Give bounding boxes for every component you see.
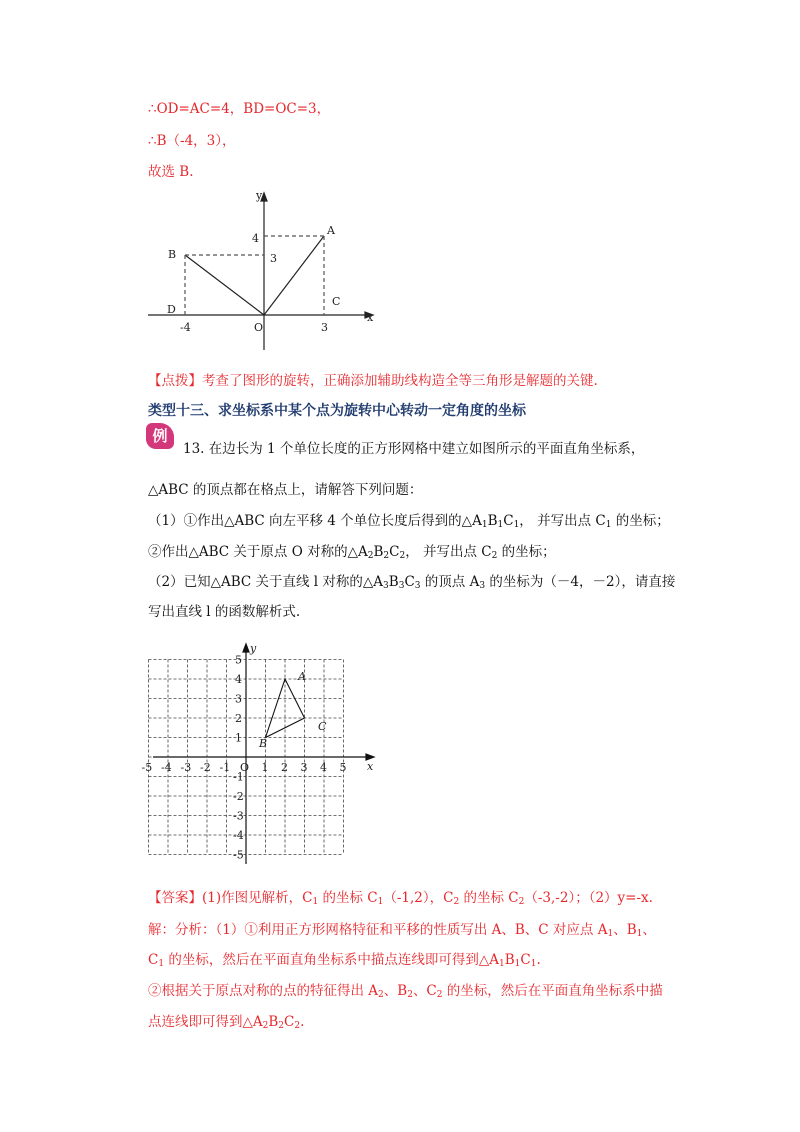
fig2-point-a: A [298, 670, 306, 683]
x-tick-label: -3 [180, 761, 192, 774]
y-tick-label: 2 [235, 712, 242, 725]
question-part-3: （2）已知△ABC 关于直线 l 对称的$\triangle A_3B_3C_3$ 的顶点 $A_3$ 的坐标为（－4，－2），请直接 [148, 574, 676, 591]
x-tick-label: 3 [300, 761, 308, 774]
segment-ob [185, 255, 264, 315]
fig2-point-b: B [259, 737, 268, 750]
fig2-point-c: C [318, 720, 327, 733]
y-tick-label: 1 [235, 731, 242, 745]
fig1-point-b: B [168, 248, 177, 261]
y-tick-label: 3 [235, 692, 242, 706]
tip-text: 【点拨】考查了图形的旋转，正确添加辅助线构造全等三角形是解题的关键. [148, 373, 598, 389]
fig2-y-label: y [250, 642, 257, 655]
x-tick-label: -5 [141, 761, 153, 774]
x-tick-label: 1 [261, 761, 269, 774]
x-tick-label: -4 [161, 761, 172, 774]
question-part-4: 写出直线 l 的函数解析式. [148, 604, 301, 620]
answer-line: 【答案】(1)作图见解析，$C_1$ 的坐标 $C_1(-1,2)$，$C_2$ 的坐标 $C_2(-3,-2)$；（2）y=-x. [148, 890, 653, 907]
fig1-point-a: A [327, 224, 335, 237]
question-line-1: 13. 在边长为 1 个单位长度的正方形网格中建立如图所示的平面直角坐标系， [183, 441, 645, 457]
solution-step-2: $C_1$ 的坐标，然后在平面直角坐标系中描点连线即可得到$\triangle A_1B_1C_1$. [148, 952, 541, 969]
y-tick-label: -5 [233, 848, 244, 862]
y-tick-label: -3 [233, 809, 244, 823]
solution-step-4: 点连线即可得到$\triangle A_2B_2C_2$. [148, 1014, 305, 1031]
figure-rotation-diagram [140, 185, 390, 355]
y-tick-label: 4 [235, 673, 242, 686]
fig1-point-d: D [167, 303, 176, 316]
x-tick-label: 4 [320, 761, 327, 774]
solution-step-3: ②根据关于原点对称的点的特征得出 $A_2$、$B_2$、$C_2$ 的坐标，然后在平面直角坐标系中描 [148, 983, 663, 1000]
solution-line-1: ∴OD=AC=4，BD=OC=3， [148, 101, 331, 117]
fig1-tick-neg4: -4 [180, 321, 191, 334]
solution-line-3: 故选 B. [148, 164, 194, 180]
y-tick-label: 5 [235, 653, 242, 667]
question-part-2: ②作出△ABC 关于原点 O 对称的$\triangle A_2B_2C_2$， 并写出点 $C_2$ 的坐标； [148, 544, 556, 561]
fig1-origin: O [254, 321, 264, 334]
x-tick-label: 5 [339, 761, 347, 774]
fig1-tick-4: 4 [252, 232, 259, 245]
section-title: 类型十三、求坐标系中某个点为旋转中心转动一定角度的坐标 [148, 403, 526, 419]
question-line-2: △ABC 的顶点都在格点上，请解答下列问题： [148, 482, 423, 498]
x-tick-label: O [240, 761, 250, 774]
fig1-y-label: y [256, 189, 263, 202]
y-tick-label: -1 [233, 770, 244, 784]
solution-step-1: 解：分析：（1）①利用正方形网格特征和平移的性质写出 A、B、C 对应点 $A_1$、$B_1$、 [148, 922, 656, 939]
question-part-1: （1）①作出△ABC 向左平移 4 个单位长度后得到的$\triangle A_1B_1C_1$， 并写出点 $C_1$ 的坐标； [148, 513, 670, 530]
solution-line-2: ∴B（-4，3）， [148, 133, 236, 149]
fig2-x-label: x [367, 760, 374, 773]
figure-coordinate-grid [141, 638, 388, 866]
triangle-abc [266, 679, 305, 738]
x-tick-label: -1 [219, 761, 231, 774]
x-tick-label: -2 [200, 761, 211, 774]
example-badge: 例 [146, 423, 174, 449]
x-tick-label: 2 [281, 761, 288, 774]
fig1-point-c: C [332, 295, 341, 308]
fig1-x-label: x [367, 311, 374, 324]
y-tick-label: -2 [233, 790, 244, 803]
fig1-tick-x3: 3 [321, 321, 328, 334]
y-tick-label: -4 [233, 829, 244, 842]
segment-oa [264, 236, 324, 315]
fig1-tick-3: 3 [270, 252, 277, 265]
